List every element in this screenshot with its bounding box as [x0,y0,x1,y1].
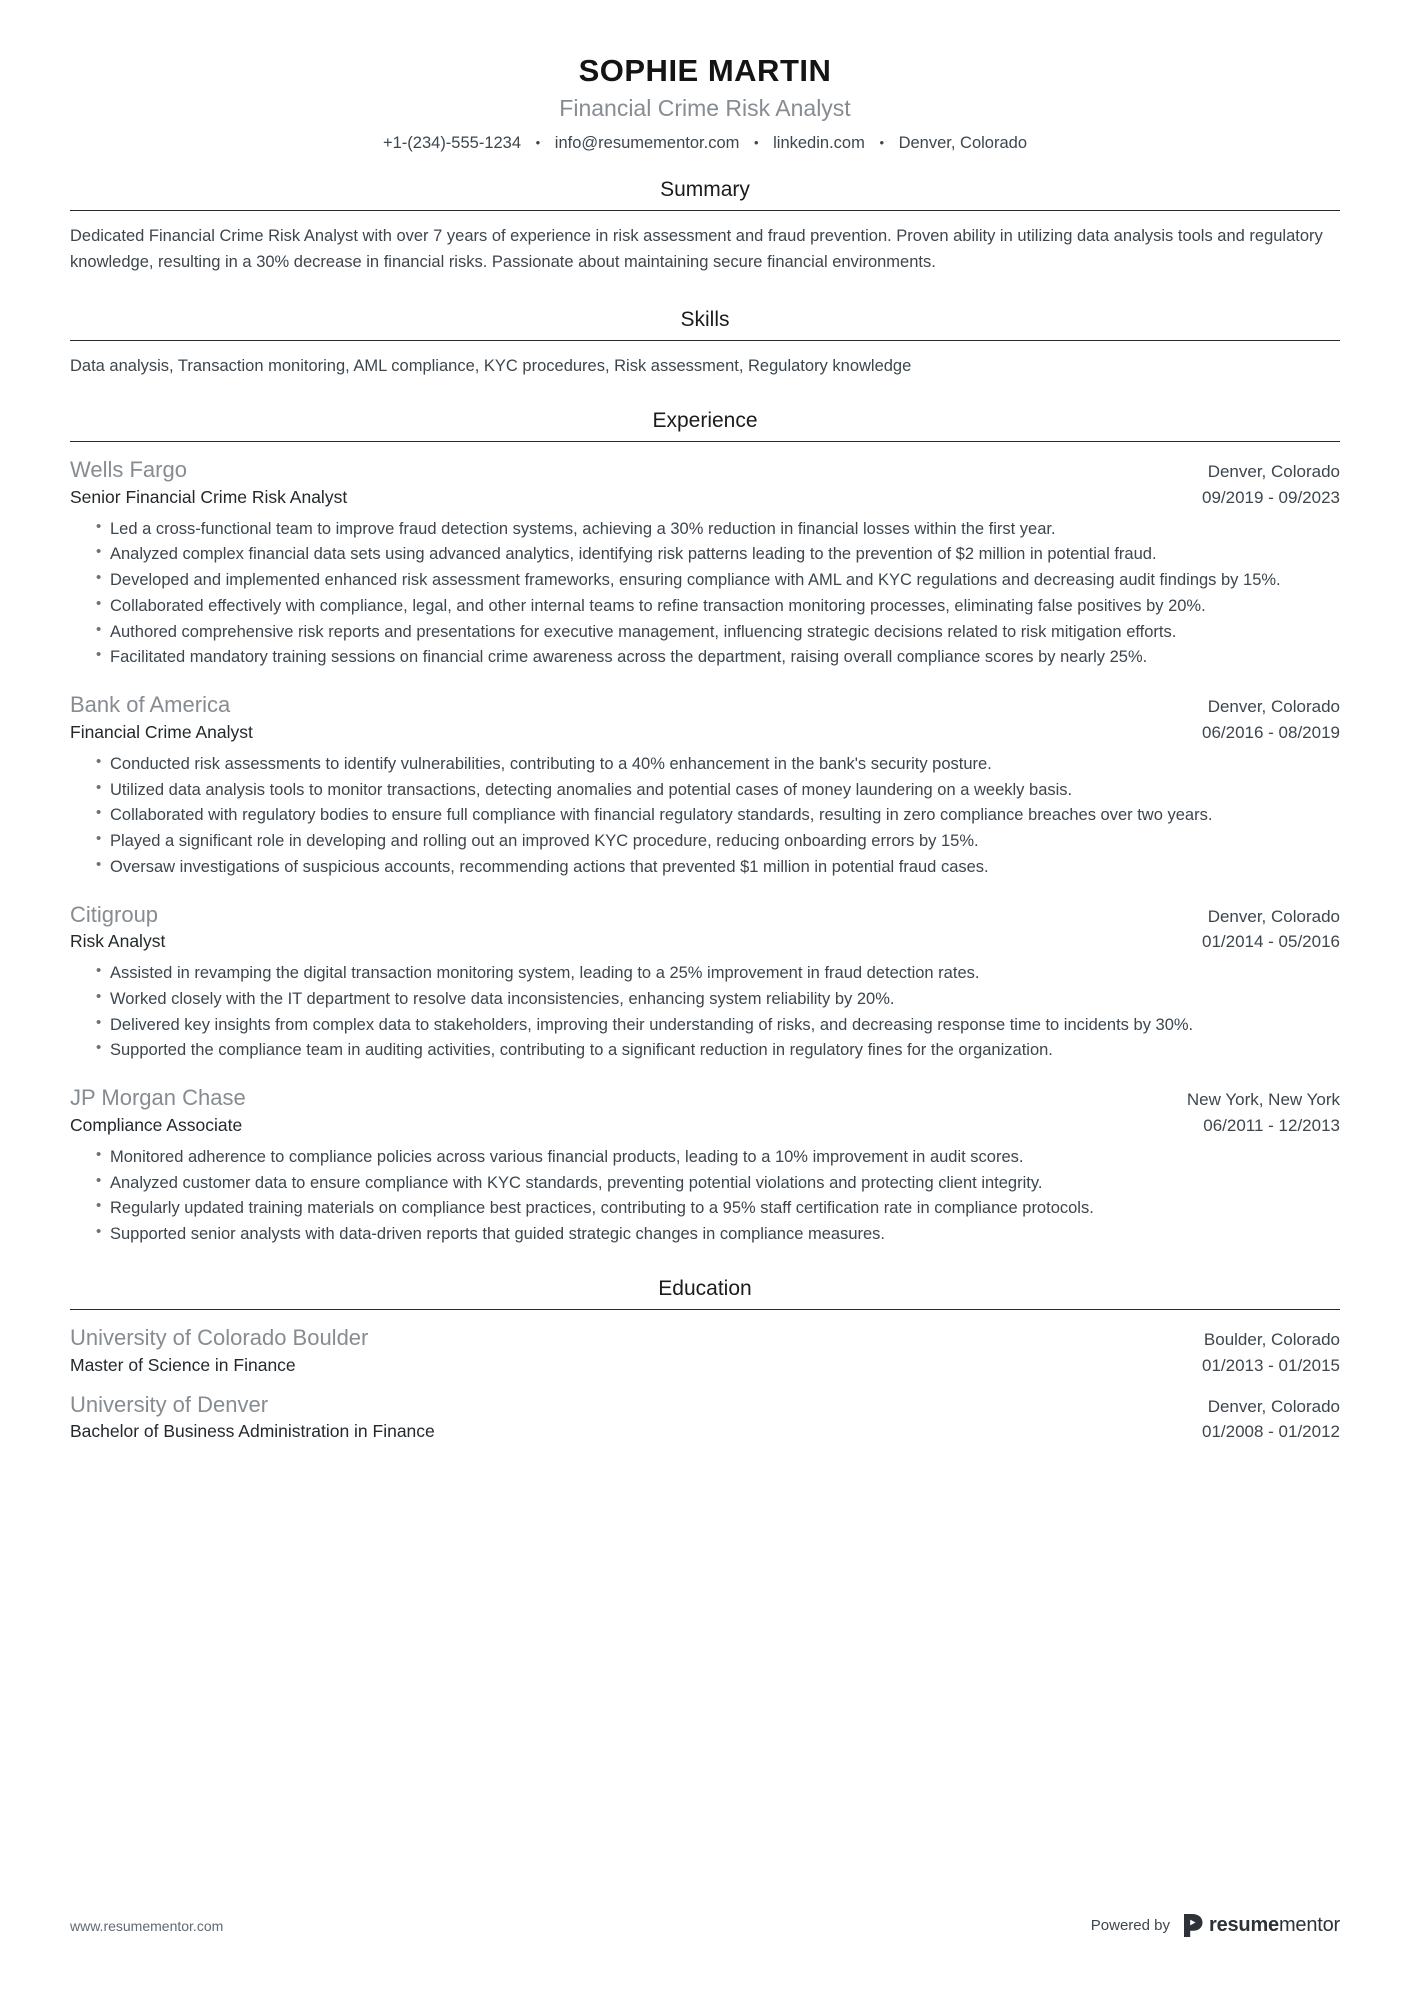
job-dates: 06/2016 - 08/2019 [1201,722,1340,742]
job-bullet: • Facilitated mandatory training sessions on financial crime awareness across the department, raising overall compliance scores by nearly 25%. [96,645,1340,670]
contact-separator-icon: • [535,135,541,151]
spacer [70,1248,1340,1274]
experience-entry-subheader [70,1114,1340,1138]
experience-list [70,455,1340,1247]
school-name: University of Denver [70,1391,269,1417]
contact-separator-icon: • [753,135,759,151]
degree-dates: 01/2008 - 01/2012 [1201,1422,1340,1442]
experience-entry-header [70,1083,1340,1113]
education-list [70,1323,1340,1444]
job-bullet-list [70,961,1340,1063]
education-entry-header [70,1390,1340,1420]
skills-heading: Skills [680,308,730,332]
job-title: Compliance Associate [70,1114,243,1135]
section-divider [70,1309,1340,1310]
experience-entry-header [70,690,1340,720]
section-divider [70,340,1340,341]
education-entry-header [70,1323,1340,1353]
experience-entry-header [70,900,1340,930]
company-name: Bank of America [70,692,231,718]
job-bullet: • Led a cross-functional team to improve fraud detection systems, achieving a 30% reduction in financial losses within the first year. [96,517,1340,542]
candidate-role: Financial Crime Risk Analyst [559,95,851,122]
contact-separator-icon: • [879,135,884,151]
powered-by-label: Powered by [1090,1917,1170,1934]
job-bullet: • Utilized data analysis tools to monitor transactions, detecting anomalies and potential cases of money laundering on a weekly basis. [96,778,1340,803]
contact-email: info@resumementor.com [554,133,740,152]
spacer [70,380,1340,406]
degree-dates: 01/2013 - 01/2015 [1201,1355,1340,1375]
job-bullet: • Analyzed customer data to ensure compliance with KYC standards, preventing potential violations and protecting client integrity. [96,1171,1340,1196]
experience-entry-header [70,455,1340,485]
job-dates: 01/2014 - 05/2016 [1201,932,1340,952]
job-bullet: • Assisted in revamping the digital transaction monitoring system, leading to a 25% improvement in fraud detection rates. [96,961,1340,986]
education-entry [70,1390,1340,1445]
brand-wordmark [1209,1914,1340,1937]
education-heading: Education [658,1276,752,1300]
summary-section [70,177,1340,275]
job-bullet: • Developed and implemented enhanced risk assessment frameworks, ensuring compliance with AML and KYC regulations and decreasing audit findings by 15%. [96,568,1340,593]
school-location: Denver, Colorado [1207,1396,1340,1416]
job-title: Financial Crime Analyst [70,721,253,742]
resumementor-logo [1184,1914,1340,1937]
footer-branding [1091,1914,1340,1937]
experience-entry [70,900,1340,1064]
job-dates: 06/2011 - 12/2013 [1203,1115,1340,1135]
experience-entry-subheader [70,486,1340,510]
section-divider [70,210,1340,211]
degree-name: Bachelor of Business Administration in Finance [70,1421,435,1442]
experience-entry [70,1083,1340,1247]
job-bullet: • Collaborated effectively with compliance, legal, and other internal teams to refine transaction monitoring processes, eliminating false positives by 20%. [96,594,1340,619]
contact-linkedin[interactable]: linkedin.com [773,133,865,152]
summary-text: Dedicated Financial Crime Risk Analyst with over 7 years of experience in risk assessment and fraud prevention. Proven ability in utilizing data analysis tools and regulatory knowledge, resulting in a 30% decrease in financial risks. Passionate about maintaining secure financial environments. [70,226,1323,271]
experience-heading: Experience [652,408,758,432]
job-bullet: • Analyzed complex financial data sets using advanced analytics, identifying risk patterns leading to the prevention of $2 million in potential fraud. [96,542,1340,567]
candidate-name: SOPHIE MARTIN [578,53,832,88]
job-bullet: • Authored comprehensive risk reports and presentations for executive management, influencing strategic decisions related to risk mitigation efforts. [96,620,1340,645]
job-bullet: • Conducted risk assessments to identify vulnerabilities, contributing to a 40% enhancement in the bank's security posture. [96,752,1340,777]
company-location: Denver, Colorado [1207,462,1340,482]
experience-entry-subheader [70,721,1340,745]
job-title: Senior Financial Crime Risk Analyst [70,486,348,507]
job-bullet: • Collaborated with regulatory bodies to ensure full compliance with financial regulatory standards, resulting in zero compliance breaches over two years. [96,803,1340,828]
play-mark-icon [1184,1914,1203,1937]
brand-bold: resume [1209,1914,1279,1936]
school-name: University of Colorado Boulder [70,1324,369,1350]
job-bullet: • Oversaw investigations of suspicious accounts, recommending actions that prevented $1 million in potential fraud cases. [96,855,1340,880]
degree-name: Master of Science in Finance [70,1354,296,1375]
spacer [70,275,1340,305]
job-bullet: • Regularly updated training materials on compliance best practices, contributing to a 95% staff certification rate in compliance protocols. [96,1196,1340,1221]
footer-url[interactable]: www.resumementor.com [70,1917,224,1934]
section-divider [70,441,1340,442]
skills-text: Data analysis, Transaction monitoring, AML compliance, KYC procedures, Risk assessment, Regulatory knowledge [70,357,912,376]
company-location: New York, New York [1186,1090,1340,1110]
page-footer [70,1914,1340,1937]
company-location: Denver, Colorado [1207,906,1340,926]
job-bullet: • Monitored adherence to compliance policies across various financial products, leading to a 10% improvement in audit scores. [96,1145,1340,1170]
experience-entry [70,690,1340,879]
company-name: Citigroup [70,901,159,927]
brand-light: mentor [1278,1914,1340,1936]
contact-location: Denver, Colorado [898,133,1028,152]
education-entry-subheader [70,1354,1340,1378]
job-bullet: • Supported the compliance team in auditing activities, contributing to a significant reduction in regulatory fines for the organization. [96,1038,1340,1063]
company-location: Denver, Colorado [1207,697,1340,717]
job-bullet: • Delivered key insights from complex data to stakeholders, improving their understanding of risks, and decreasing response time to incidents by 30%. [96,1013,1340,1038]
education-entry [70,1323,1340,1378]
company-name: Wells Fargo [70,457,187,483]
job-bullet-list [70,517,1340,671]
job-title: Risk Analyst [70,931,166,952]
company-name: JP Morgan Chase [70,1085,246,1111]
job-bullet-list [70,1145,1340,1247]
experience-section [70,408,1340,1247]
skills-section [70,307,1340,380]
contact-line [70,132,1340,155]
job-bullet: • Worked closely with the IT department to resolve data inconsistencies, enhancing system reliability by 20%. [96,987,1340,1012]
experience-entry [70,455,1340,670]
education-section [70,1276,1340,1444]
job-bullet: • Supported senior analysts with data-driven reports that guided strategic changes in compliance measures. [96,1222,1340,1247]
contact-phone: +1-(234)-555-1234 [382,133,522,152]
resume-header [70,54,1340,155]
job-bullet: • Played a significant role in developing and rolling out an improved KYC procedure, reducing onboarding errors by 15%. [96,829,1340,854]
job-bullet-list [70,752,1340,880]
experience-entry-subheader [70,930,1340,954]
summary-heading: Summary [660,177,750,201]
education-entry-subheader [70,1420,1340,1444]
job-dates: 09/2019 - 09/2023 [1201,487,1340,507]
school-location: Boulder, Colorado [1203,1329,1340,1349]
